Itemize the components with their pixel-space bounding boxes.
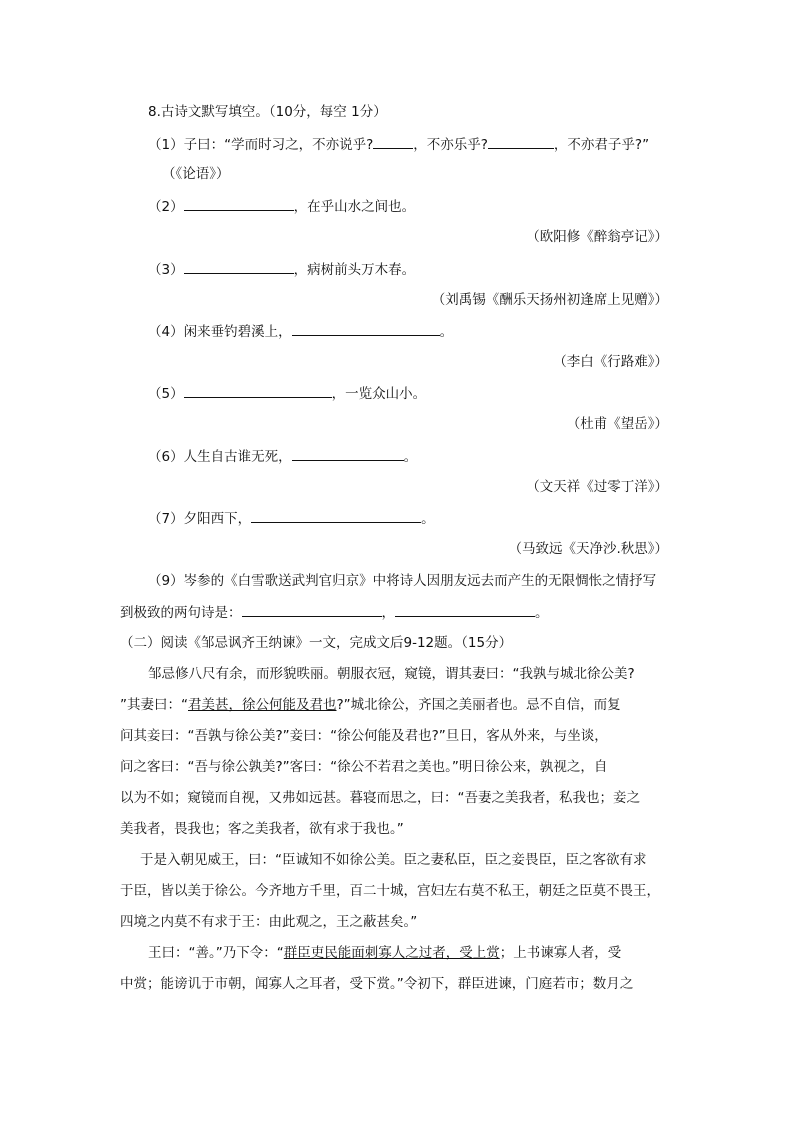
q3-blank[interactable] — [184, 259, 294, 274]
q3-source: （刘禹锡《酬乐天扬州初逢席上见赠》） — [431, 292, 668, 308]
question-7 — [148, 508, 435, 529]
q9-text-c: 。 — [535, 605, 549, 621]
q7-source: （马致远《天净沙.秋思》） — [508, 541, 668, 557]
p1-line-2 — [120, 695, 621, 715]
q5-text-b: ，一览众山小。 — [331, 386, 427, 402]
q7-text-a: （7）夕阳西下， — [148, 511, 252, 527]
p2-line-3: 四境之内莫不有求于王：由此观之，王之蔽甚矣。” — [120, 914, 418, 930]
q4-source: （李白《行路难》） — [553, 354, 668, 370]
underlined-sentence-2: 群臣吏民能面刺寡人之过者，受上赏 — [283, 945, 500, 961]
q1-text-c: ，不亦君子乎?” — [553, 137, 650, 153]
question-5 — [148, 383, 426, 404]
q5-source: （杜甫《望岳》） — [566, 416, 668, 432]
p1-line-3: 问其妾曰：“吾孰与徐公美?”妾曰：“徐公何能及君也?”旦日，客从外来，与坐谈， — [120, 728, 608, 744]
q9-text-a: 到极致的两句诗是： — [120, 605, 242, 621]
q9-blank-2[interactable] — [395, 602, 535, 617]
q9-text-b: ， — [381, 605, 395, 621]
p1-line-4: 问之客曰：“吾与徐公孰美?”客曰：“徐公不若君之美也。”明日徐公来，孰视之，自 — [120, 759, 608, 775]
p3-line-2: 中赏；能谤讥于市朝，闻寡人之耳者，受下赏。”令初下，群臣进谏，门庭若市；数月之 — [120, 976, 634, 992]
q3-text-a: （3） — [148, 262, 184, 278]
p1-l2-a: ”其妻曰：“ — [120, 697, 188, 713]
section8-heading: 8.古诗文默写填空。（10分，每空 1分） — [148, 104, 387, 120]
question-2 — [148, 196, 415, 217]
q1-text-b: ，不亦乐乎? — [413, 137, 488, 153]
q7-text-b: 。 — [421, 511, 435, 527]
question-6 — [148, 446, 417, 467]
q5-blank[interactable] — [184, 383, 332, 398]
section2-heading: （二）阅读《邹忌讽齐王纳谏》一文，完成文后9-12题。（15分） — [120, 635, 513, 651]
p1-l2-b: ?”城北徐公，齐国之美丽者也。忌不自信，而复 — [336, 697, 621, 713]
p3-l1-b: ；上书谏寡人者，受 — [499, 945, 622, 961]
p1-line-5: 以为不如；窥镜而自视，又弗如远甚。暮寝而思之，曰：“吾妻之美我者，私我也；妾之 — [120, 790, 640, 806]
q4-blank[interactable] — [292, 321, 440, 336]
q4-text-a: （4）闲来垂钓碧溪上， — [148, 324, 292, 340]
question-3 — [148, 259, 415, 280]
p3-line-1 — [148, 943, 621, 963]
q6-source: （文天祥《过零丁洋》） — [526, 479, 668, 495]
p1-line-6: 美我者，畏我也；客之美我者，欲有求于我也。” — [120, 821, 404, 837]
q6-blank[interactable] — [292, 446, 404, 461]
question-9-line-2 — [120, 602, 549, 623]
q7-blank[interactable] — [251, 508, 421, 523]
underlined-sentence-1: 君美甚，徐公何能及君也 — [188, 697, 337, 713]
q2-blank[interactable] — [184, 196, 294, 211]
q3-text-b: ，病树前头万木春。 — [293, 262, 416, 278]
q1-source: （《论语》） — [162, 166, 230, 182]
q6-text-a: （6）人生自古谁无死， — [148, 449, 292, 465]
q5-text-a: （5） — [148, 386, 184, 402]
q2-text-a: （2） — [148, 199, 184, 215]
q2-text-b: ，在乎山水之间也。 — [293, 199, 416, 215]
q2-source: （欧阳修《醉翁亭记》） — [526, 229, 668, 245]
question-4 — [148, 321, 453, 342]
p2-line-2: 于臣，皆以美于徐公。今齐地方千里，百二十城，宫妇左右莫不私王，朝廷之臣莫不畏王， — [120, 883, 660, 899]
p3-l1-a: 王曰：“善。”乃下令：“ — [148, 945, 284, 961]
p2-line-1: 于是入朝见威王，曰：“臣诚知不如徐公美。臣之妻私臣，臣之妾畏臣，臣之客欲有求 — [140, 852, 647, 868]
q1-text-a: （1）子曰：“学而时习之，不亦说乎? — [148, 137, 374, 153]
q6-text-b: 。 — [403, 449, 418, 465]
q1-blank-1[interactable] — [373, 134, 413, 149]
p1-line-1: 邹忌修八尺有余，而形貌昳丽。朝服衣冠，窥镜，谓其妻曰：“我孰与城北徐公美? — [148, 666, 635, 682]
q9-blank-1[interactable] — [242, 602, 382, 617]
q4-text-b: 。 — [439, 324, 454, 340]
question-1 — [148, 134, 649, 155]
question-9-line-1: （9）岑参的《白雪歌送武判官归京》中将诗人因朋友远去而产生的无限惆怅之情抒写 — [148, 573, 657, 589]
q1-blank-2[interactable] — [488, 134, 554, 149]
